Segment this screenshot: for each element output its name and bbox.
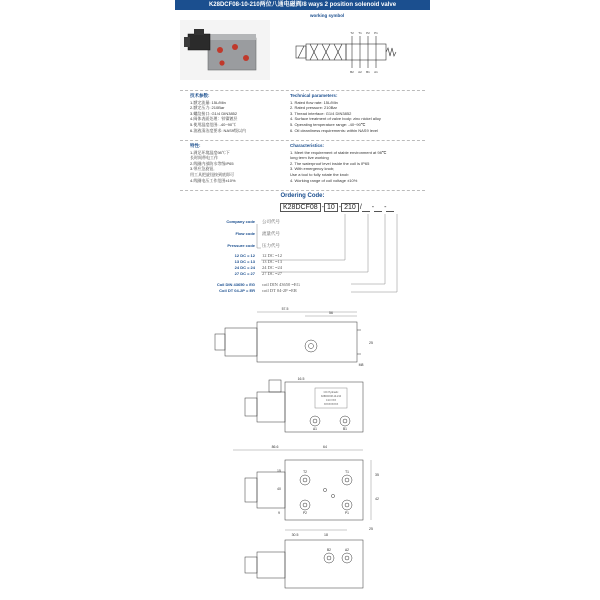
feature-line: 长时间带电工作 bbox=[190, 155, 218, 161]
flow-code-value: 流量代号 bbox=[262, 231, 280, 236]
coil-code-value: coil DT 04-2P =ER bbox=[262, 288, 297, 293]
flow-code-label: Flow code bbox=[235, 231, 255, 236]
code-separator: - bbox=[321, 204, 324, 211]
symbol-port-label: T1 bbox=[358, 31, 362, 35]
dimension-label: 86.6 bbox=[271, 445, 279, 449]
feature-line: 1.满足环境温度98℃下 bbox=[190, 149, 230, 155]
pressure-code: 210 bbox=[341, 203, 359, 212]
symbol-port-label: B2 bbox=[350, 70, 354, 74]
pressure-code-label: Pressure code bbox=[227, 243, 255, 248]
tech-param-line: 4. Surface treatment of valve body: zinc nickel alloy bbox=[290, 116, 381, 122]
nameplate-text: XXXXXXXXX bbox=[323, 403, 339, 406]
model-code: K28DCF08 bbox=[280, 203, 321, 212]
valve-body-front-view bbox=[285, 460, 363, 520]
section-divider bbox=[180, 140, 425, 141]
dimension-label: 25 bbox=[369, 341, 373, 345]
dimension-label: 56 bbox=[329, 311, 333, 315]
features-cn bbox=[190, 143, 285, 183]
port-label: B2 bbox=[327, 548, 331, 552]
symbol-port-label: B1 bbox=[366, 70, 370, 74]
voltage-code-label: 24 DC = 24 bbox=[234, 265, 255, 270]
valve-body-top-view bbox=[257, 322, 357, 362]
features-cn-title: 特性: bbox=[190, 143, 201, 148]
feature-line: 2.线圈内部防水等级IP65 bbox=[190, 160, 234, 166]
feature-line: 4.线圈电压工作范围±10% bbox=[190, 177, 236, 183]
voltage-code-label: 12 DC = 12 bbox=[234, 253, 255, 258]
dimension-label: 30.5 bbox=[291, 533, 299, 537]
coil-code-value: coil DIN 43650 =EG bbox=[262, 282, 300, 287]
voltage-code-value: 12 DC =12 bbox=[262, 253, 283, 258]
tech-param-line: 6.油液清洁度要求: NAS9级以内 bbox=[190, 127, 247, 133]
dimension-label: 40 bbox=[277, 487, 281, 491]
tech-param-line: 3.螺纹接口: G1/4 DIN3852 bbox=[190, 110, 238, 116]
dimension-drawings bbox=[175, 300, 430, 600]
working-symbol-title: working symbol bbox=[310, 13, 345, 18]
tech-param-line: 4.阀体表面处理：锌镍镀层 bbox=[190, 116, 238, 122]
tech-params-cn bbox=[190, 93, 285, 133]
port-label: A1 bbox=[313, 427, 317, 431]
dimension-label: 18 bbox=[324, 533, 328, 537]
port-label: P1 bbox=[345, 511, 349, 515]
working-symbol-diagram bbox=[292, 22, 402, 82]
valve-body-side-view bbox=[285, 382, 363, 432]
tech-params-en bbox=[290, 93, 425, 133]
code-separator: - bbox=[371, 204, 375, 211]
nameplate-text: 0.10 XXX bbox=[325, 399, 337, 402]
code-slash: / bbox=[359, 204, 362, 211]
port-label: B1 bbox=[343, 427, 347, 431]
voltage-code-label: 13 DC = 13 bbox=[234, 259, 255, 264]
code-separator: - bbox=[384, 204, 387, 211]
dimension-label: 16.5 bbox=[297, 377, 305, 381]
dimension-label: 57.5 bbox=[281, 307, 289, 311]
feature-line: 用工具把旋钮按到底即可 bbox=[190, 171, 234, 177]
dimension-label: 15 bbox=[277, 469, 281, 473]
feature-line: 3. With emergency knob; bbox=[290, 166, 335, 172]
product-photo bbox=[180, 20, 270, 80]
valve-body-bottom-view bbox=[285, 540, 363, 588]
code-separator: - bbox=[338, 204, 342, 211]
ordering-code-title: Ordering Code: bbox=[280, 193, 325, 199]
datasheet-header: K28DCF08-10-210两位八通电磁阀/8 ways 2 position solenoid valve bbox=[175, 0, 430, 10]
feature-line: 2. The waterproof level inside the coil is IP65 bbox=[290, 160, 370, 166]
features-en-title: Characteristics: bbox=[290, 143, 325, 148]
dimension-label: 9 bbox=[278, 511, 280, 515]
dimension-label: 64 bbox=[323, 445, 327, 449]
tech-params-cn-title: 技术参数: bbox=[190, 93, 210, 98]
feature-line: long term live working bbox=[290, 155, 329, 161]
nameplate-text: K28DCF08-10-210 bbox=[320, 395, 342, 398]
tech-param-line: 3. Thread interface: G1/4 DIN3852 bbox=[290, 110, 352, 116]
tech-params-en-title: Technical parameters: bbox=[290, 93, 338, 98]
tech-param-line: 2.额定压力: 210Bar bbox=[190, 105, 225, 111]
voltage-code-value: 24 DC =24 bbox=[262, 265, 283, 270]
coil-code-label: Coil DT 04-2P = ER bbox=[219, 288, 255, 293]
feature-line: 1. Meet the requirement of stable environment at 98℃ bbox=[290, 149, 387, 155]
voltage-code-value: 27 DC =27 bbox=[262, 271, 283, 276]
feature-line: 4. Working range of coil voltage ±10% bbox=[290, 177, 358, 183]
dimension-label: M8 bbox=[358, 363, 364, 367]
symbol-port-label: P2 bbox=[366, 31, 370, 35]
pressure-code-value: 压力代号 bbox=[262, 243, 280, 248]
symbol-port-label: A1 bbox=[374, 70, 378, 74]
dimension-label: 42 bbox=[375, 497, 379, 501]
tech-param-line: 2. Rated pressure: 210Bar bbox=[290, 105, 337, 111]
section-divider bbox=[180, 190, 425, 191]
tech-param-line: 1. Rated flow rate: 15L/Min bbox=[290, 99, 338, 105]
tech-param-line: 5. Operating temperature range: -40~90℃ bbox=[290, 121, 366, 127]
port-label: T1 bbox=[345, 470, 349, 474]
coil-top-view bbox=[225, 328, 257, 356]
port-label: T2 bbox=[303, 470, 307, 474]
coil-code-label: Coil DIN 43650 = EG bbox=[216, 282, 255, 287]
section-divider bbox=[180, 90, 425, 91]
tech-param-line: 6. Oil cleanliness requirements: within NAS9 level bbox=[290, 127, 379, 133]
flow-code: 10 bbox=[324, 203, 338, 212]
port-label: P2 bbox=[303, 511, 307, 515]
symbol-port-label: A2 bbox=[358, 70, 362, 74]
port-label: A2 bbox=[345, 548, 349, 552]
feature-line: Use a tool to fully rotate the knob bbox=[290, 171, 349, 177]
symbol-port-label: T2 bbox=[350, 31, 354, 35]
voltage-code-value: 13 DC =13 bbox=[262, 259, 283, 264]
feature-line: 3.带应急旋钮, bbox=[190, 166, 215, 172]
company-code-value: 公司代号 bbox=[262, 219, 280, 224]
voltage-code-label: 27 DC = 27 bbox=[234, 271, 255, 276]
tech-param-line: 1.额定流量: 15L/Min bbox=[190, 99, 226, 105]
dimension-label: 25 bbox=[369, 527, 373, 531]
symbol-port-label: P1 bbox=[374, 31, 378, 35]
dimension-label: 35 bbox=[375, 473, 379, 477]
nameplate-text: CIC Hydraulic bbox=[323, 391, 339, 394]
company-code-label: Company code bbox=[226, 219, 255, 224]
tech-param-line: 5.使用温度范围: -40~90℃ bbox=[190, 121, 237, 127]
features-en bbox=[290, 143, 425, 183]
